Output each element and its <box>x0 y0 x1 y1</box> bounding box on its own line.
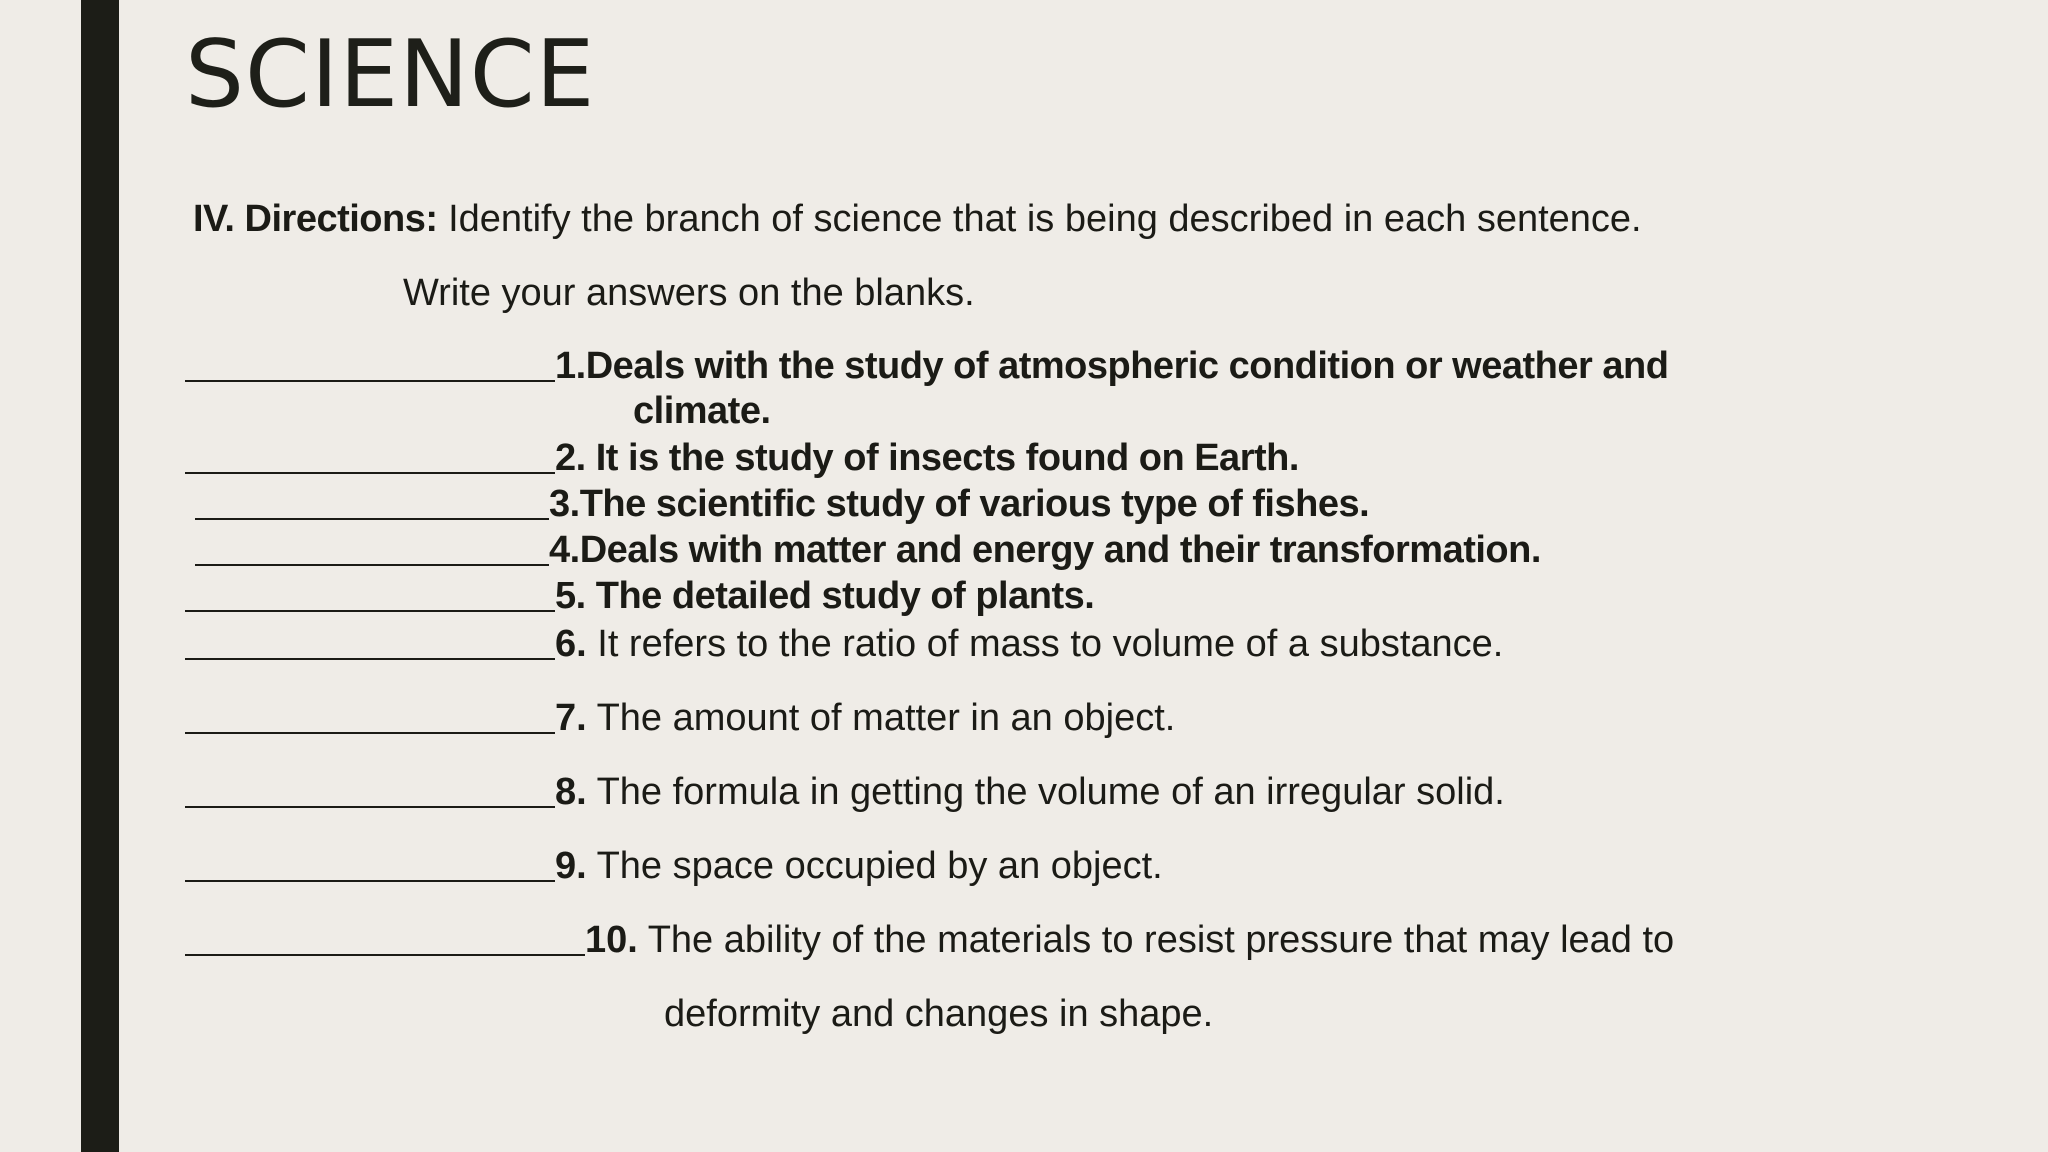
question-number-1: 1. <box>555 345 586 387</box>
question-text-8: The formula in getting the volume of an irregular solid. <box>586 771 1505 813</box>
answer-blank-6[interactable] <box>185 658 555 660</box>
question-text-2: It is the study of insects found on Earth. <box>595 437 1299 479</box>
question-text-1-cont: climate. <box>633 390 771 432</box>
question-number-7: 7. <box>555 697 587 739</box>
question-item-3 <box>195 481 1369 527</box>
question-item-6 <box>185 621 1503 667</box>
answer-blank-9[interactable] <box>185 880 555 882</box>
answer-blank-1[interactable] <box>185 380 555 382</box>
slide-title: SCIENCE <box>185 20 596 128</box>
question-number-10: 10. <box>585 919 638 961</box>
question-text-10: The ability of the materials to resist pressure that may lead to <box>637 919 1675 961</box>
slide-accent-bar <box>81 0 119 1152</box>
question-item-7 <box>185 695 1175 741</box>
question-item-2 <box>185 435 1299 481</box>
question-text-9: The space occupied by an object. <box>586 845 1163 887</box>
question-item-1 <box>185 343 1668 389</box>
answer-blank-7[interactable] <box>185 732 555 734</box>
question-text-7: The amount of matter in an object. <box>586 697 1176 739</box>
question-number-6: 6. <box>555 623 587 665</box>
question-number-4: 4. <box>549 529 580 571</box>
answer-blank-2[interactable] <box>185 472 555 474</box>
directions-line-2: Write your answers on the blanks. <box>403 272 975 314</box>
question-text-3: The scientific study of various type of fishes. <box>579 483 1370 525</box>
question-number-8: 8. <box>555 771 587 813</box>
question-item-10 <box>185 917 1674 963</box>
question-item-9 <box>185 843 1163 889</box>
question-text-6: It refers to the ratio of mass to volume of a substance. <box>586 623 1504 665</box>
directions-label: IV. Directions: <box>193 198 438 240</box>
answer-blank-5[interactable] <box>185 610 555 612</box>
question-number-3: 3. <box>549 483 580 525</box>
question-text-10-cont: deformity and changes in shape. <box>664 993 1214 1035</box>
question-text-5: The detailed study of plants. <box>595 575 1095 617</box>
question-item-5 <box>185 573 1094 619</box>
question-number-9: 9. <box>555 845 587 887</box>
answer-blank-8[interactable] <box>185 806 555 808</box>
question-text-1: Deals with the study of atmospheric condition or weather and <box>585 345 1669 387</box>
answer-blank-4[interactable] <box>195 564 549 566</box>
question-text-4: Deals with matter and energy and their transformation. <box>579 529 1541 571</box>
answer-blank-10[interactable] <box>185 954 585 956</box>
question-number-2: 2. <box>555 437 596 479</box>
directions-text: Identify the branch of science that is being described in each sentence. <box>437 198 1642 240</box>
question-number-5: 5. <box>555 575 596 617</box>
directions-line <box>193 195 1642 243</box>
question-item-4 <box>195 527 1541 573</box>
question-item-8 <box>185 769 1505 815</box>
answer-blank-3[interactable] <box>195 518 549 520</box>
